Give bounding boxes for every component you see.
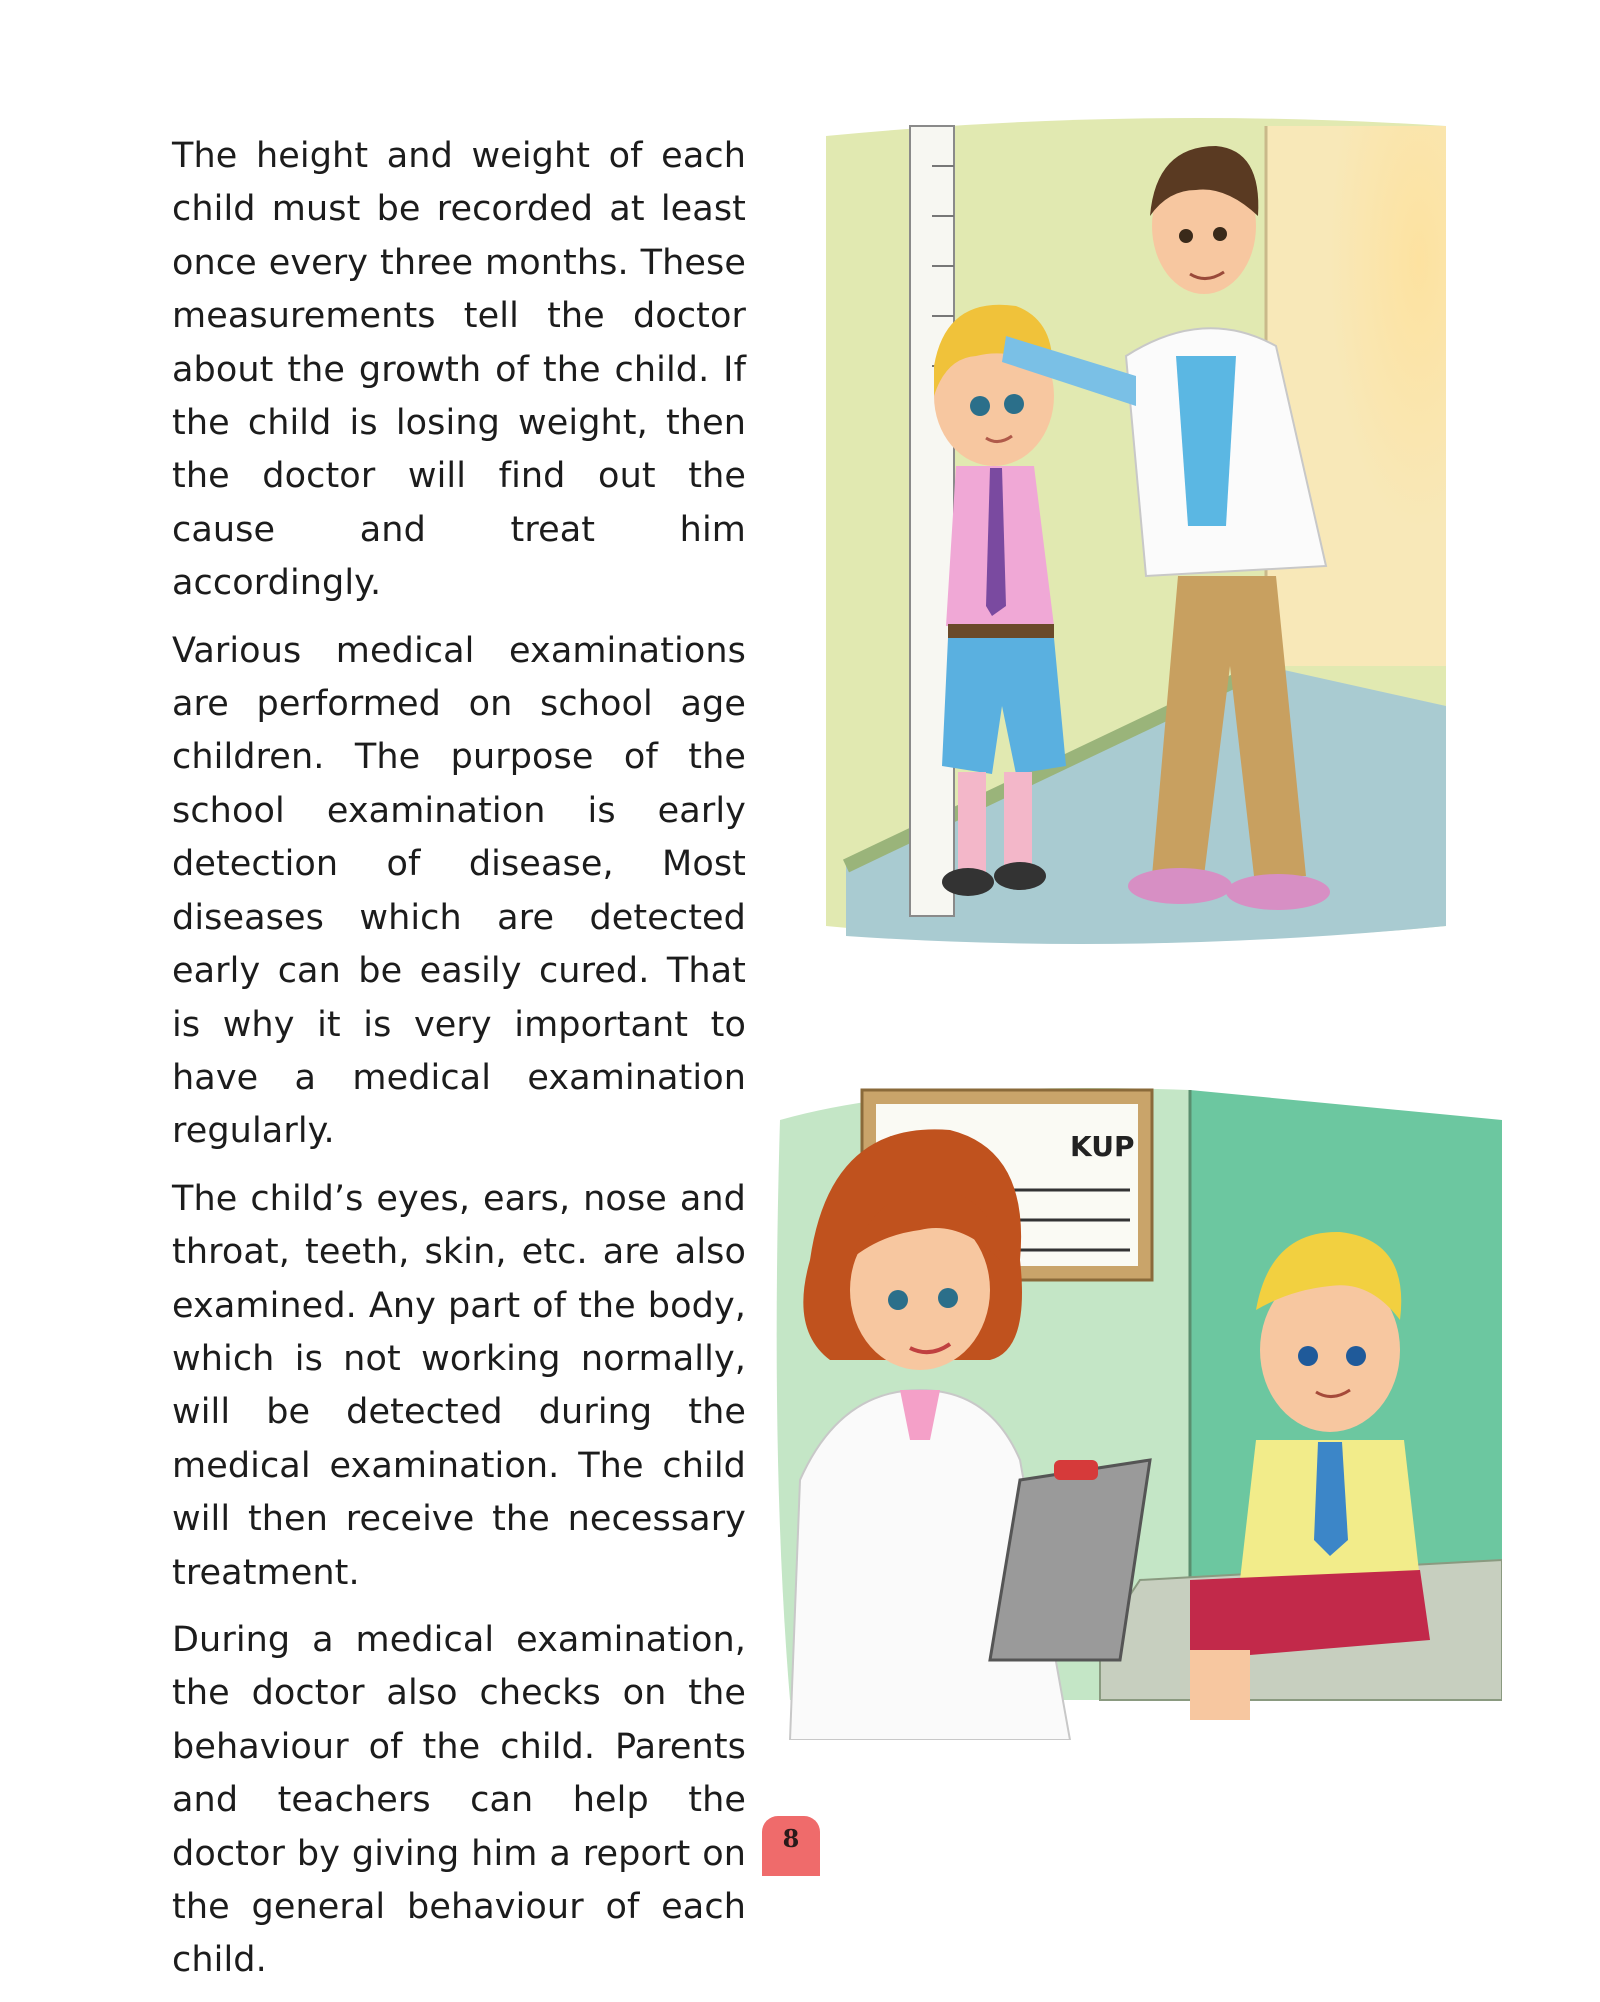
body-text xyxy=(172,130,746,2002)
wall-corner xyxy=(1266,126,1446,666)
poster-text-right: KUP xyxy=(1070,1130,1135,1163)
paragraph-1: The height and weight of each child must be recorded at least once every three months. These measurements tell the doctor about the growth of the child. If the child is losing weight, then the doctor will find out the cause and treat him accordingly. xyxy=(172,136,746,604)
paragraph-3: The child’s eyes, ears, nose and throat, teeth, skin, etc. are also examined. Any part of the body, which is not working normally, will be detected during the medical examination. The child will then receive the necessary treatment. xyxy=(172,1178,746,1593)
height-measurement-illustration xyxy=(806,106,1460,966)
paragraph-4: During a medical examination, the doctor also checks on the behaviour of the child. Parents and teachers can help the doctor by giving him a report on the general behaviour of each child. xyxy=(172,1619,746,1981)
page-number: 8 xyxy=(782,1824,800,1853)
height-scale xyxy=(910,126,954,916)
paragraph-2: Various medical examinations are performed on school age children. The purpose of the school examination is early detection of disease, Most diseases which are detected early can be easily cured. That is why it is very important to have a medical examination regularly. xyxy=(172,630,746,1152)
checkup-illustration xyxy=(770,1060,1502,1740)
page-number-badge xyxy=(762,1816,820,1876)
